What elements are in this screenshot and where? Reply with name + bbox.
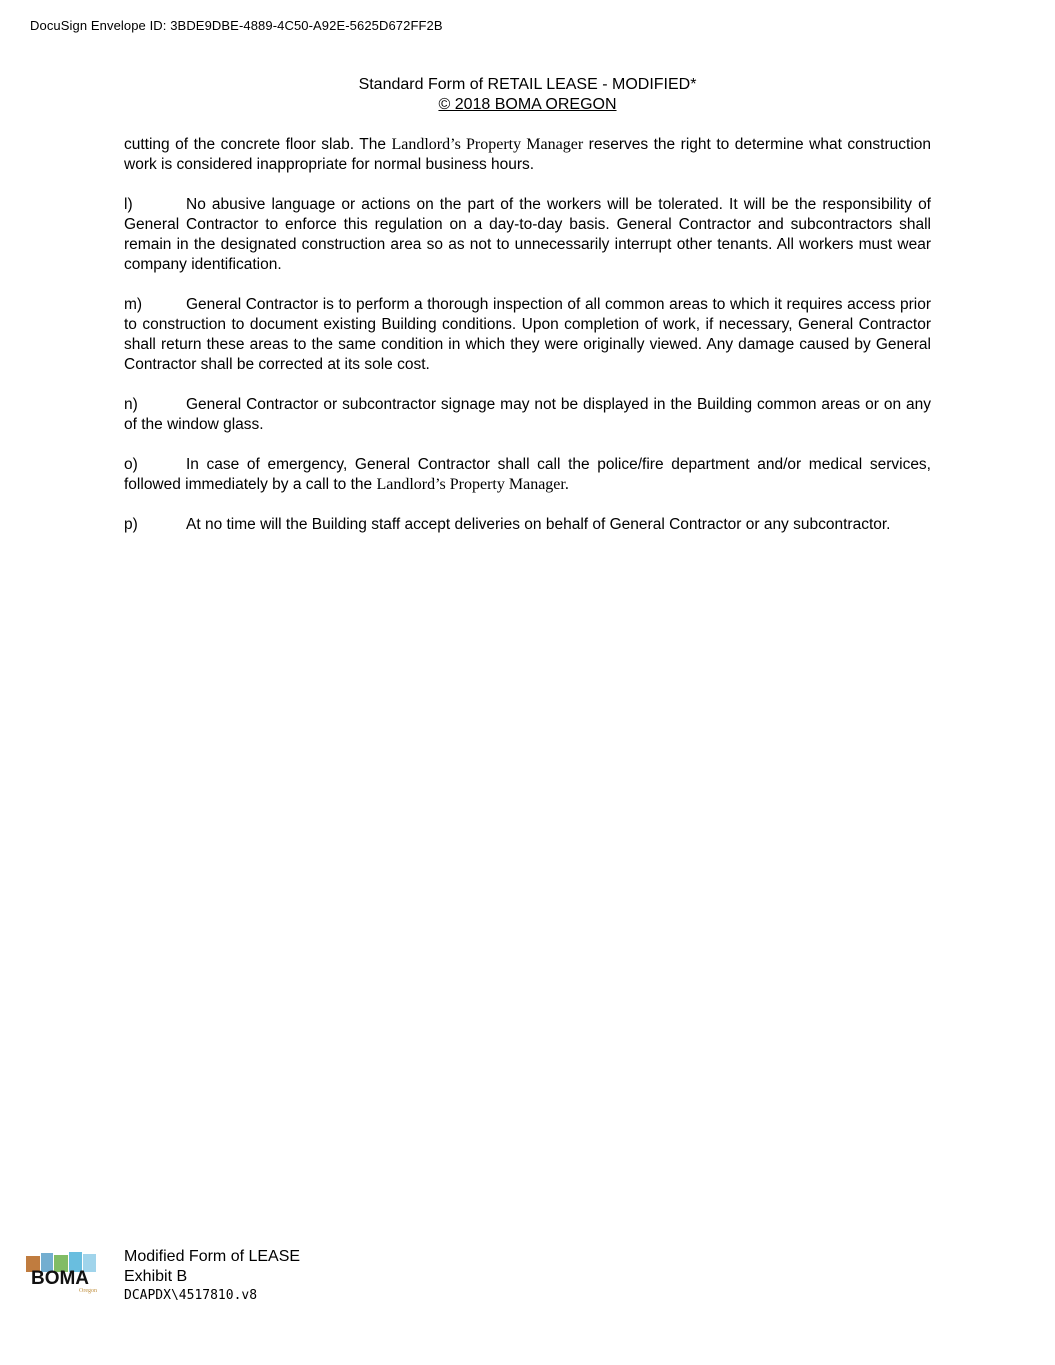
item-label: n) <box>124 396 138 413</box>
footer-doc-id: DCAPDX\4517810.v8 <box>124 1288 258 1303</box>
intro-text-serif: Landlord’s Property Manager <box>391 136 584 153</box>
copyright-line: © 2018 BOMA OREGON <box>438 96 617 113</box>
item-text: No abusive language or actions on the part of the workers will be tolerated. It will be the responsibility of General Contractor to enforce this regulation on a day-to-day basis. General Contractor and subcontractors shall remain in the designated construction area so as not to unnecessarily interrupt other tenants. All workers must wear company identification. <box>124 196 931 273</box>
page-header <box>0 75 1055 115</box>
item-label: l) <box>124 196 133 213</box>
logo-wordmark: BOMA <box>30 1268 90 1289</box>
item-label: o) <box>124 456 138 473</box>
item-label: p) <box>124 516 138 533</box>
item-text: General Contractor or subcontractor signage may not be displayed in the Building common areas or on any of the window glass. <box>124 396 931 433</box>
form-title: Standard Form of RETAIL LEASE - MODIFIED* <box>358 76 697 93</box>
intro-text-post: reserves the right to determine what construction work is considered inappropriate for normal business hours. <box>124 136 931 173</box>
logo-subtext: Oregon <box>79 1288 97 1294</box>
continued-paragraph <box>124 135 931 175</box>
item-label: m) <box>124 296 143 313</box>
item-text: General Contractor is to perform a thorough inspection of all common areas to which it requires access prior to construction to document existing Building conditions. Upon completion of work, if necessary, General Contractor shall return these areas to the same condition in which they were originally viewed. Any damage caused by General Contractor shall be corrected at its sole cost. <box>124 296 931 373</box>
item-text-serif: Landlord’s Property Manager. <box>376 476 569 493</box>
list-item-n <box>124 395 931 435</box>
item-text: At no time will the Building staff accept deliveries on behalf of General Contractor or any subcontractor. <box>186 516 891 533</box>
footer-form-name: Modified Form of LEASE <box>124 1248 301 1265</box>
list-item-o <box>124 455 931 495</box>
item-text: In case of emergency, General Contractor shall call the police/fire department and/or medical services, followed immediately by a call to the <box>124 456 931 493</box>
list-item-p <box>124 515 931 535</box>
list-item-m <box>124 295 931 375</box>
boma-logo <box>24 1250 98 1294</box>
intro-text-pre: cutting of the concrete floor slab. The <box>124 136 392 153</box>
page-footer <box>124 1247 300 1305</box>
list-item-l <box>124 195 931 275</box>
footer-exhibit: Exhibit B <box>124 1268 188 1285</box>
document-body <box>124 135 931 555</box>
docusign-envelope-id: DocuSign Envelope ID: 3BDE9DBE-4889-4C50-A92E-5625D672FF2B <box>30 18 443 33</box>
